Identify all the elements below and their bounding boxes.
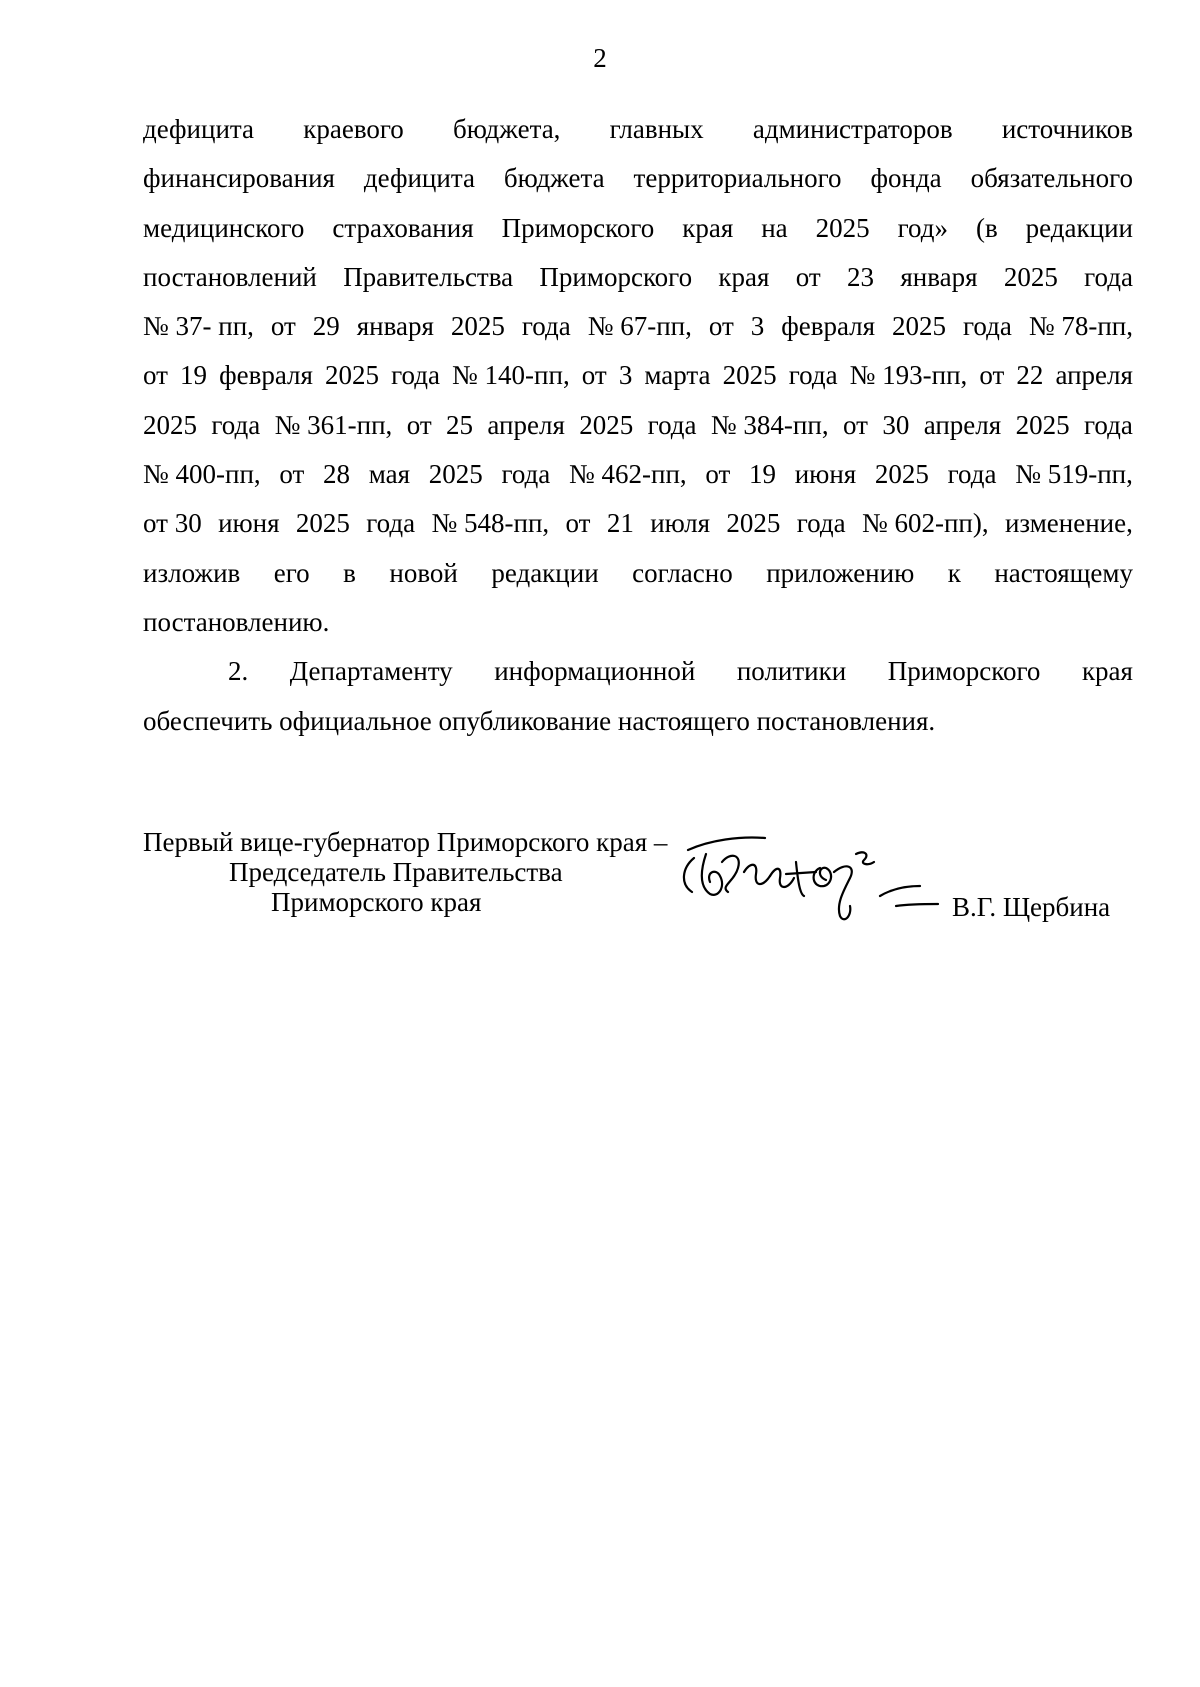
text-word: 3: [750, 311, 765, 342]
text-word: от: [708, 311, 734, 342]
text-word: от: [406, 409, 432, 440]
text-word: обязательного: [970, 163, 1133, 194]
text-word: края: [1081, 656, 1133, 687]
text-word: редакции: [491, 557, 599, 588]
text-word: года: [366, 508, 416, 539]
text-word: года: [1083, 409, 1133, 440]
text-word: года: [963, 311, 1012, 342]
text-word: 2025: [450, 311, 505, 342]
text-word: в: [343, 557, 356, 588]
text-word: года: [521, 311, 571, 342]
text-word: финансирования: [143, 163, 335, 194]
text-word: июня: [218, 508, 280, 539]
text-word: № 67-пп,: [587, 311, 692, 342]
text-word: источников: [1001, 114, 1133, 144]
text-word: Приморского: [539, 261, 693, 292]
text-word: года: [947, 459, 997, 490]
text-word: фонда: [870, 163, 942, 194]
text-word: администраторов: [752, 114, 953, 144]
text-word: края: [718, 261, 770, 292]
text-word: от: [143, 360, 168, 391]
text-line: [143, 401, 1133, 450]
text-line: [143, 598, 1133, 647]
text-word: от 30: [143, 508, 202, 539]
text-word: апреля: [1055, 360, 1133, 391]
text-word: № 78-пп,: [1028, 311, 1133, 342]
text-line: [143, 647, 1133, 696]
text-word: от: [795, 261, 821, 292]
text-word: политики: [736, 656, 847, 687]
text-word: № 400-пп,: [143, 459, 261, 490]
signatory-title-line-3: Приморского края: [271, 887, 482, 917]
text-word: Приморского: [887, 656, 1041, 687]
text-word: редакции: [1025, 212, 1133, 243]
text-word: апреля: [923, 409, 1002, 440]
text-word: июня: [794, 459, 857, 490]
text-line: [143, 351, 1133, 400]
text-word: 2025: [815, 212, 870, 243]
text-word: года: [647, 409, 697, 440]
text-word: информационной: [494, 656, 696, 687]
text-word: медицинского: [143, 212, 305, 243]
text-word: 19: [180, 360, 208, 391]
text-word: февраля: [219, 360, 313, 391]
document-body: [143, 105, 1133, 746]
text-word: постановлений: [143, 261, 317, 292]
text-word: дефицита: [363, 163, 475, 194]
page-number: 2: [593, 43, 607, 73]
text-word: к: [947, 557, 961, 588]
text-word: марта: [644, 360, 711, 391]
text-word: от: [581, 360, 607, 391]
text-word: краевого: [303, 114, 404, 144]
text-word: № 140-пп,: [452, 360, 570, 391]
text-word: № 193-пп,: [849, 360, 968, 391]
text-word: № 519-пп,: [1015, 459, 1133, 490]
text-word: 22: [1016, 360, 1044, 391]
text-word: года: [796, 508, 846, 539]
text-word: 2025: [325, 360, 380, 391]
text-word: № 361-пп,: [274, 409, 393, 440]
text-run: обеспечить официальное опубликование настоящего постановления.: [143, 705, 936, 736]
text-word: страхования: [332, 212, 474, 243]
text-word: бюджета,: [453, 114, 561, 144]
text-line: [143, 204, 1133, 253]
text-word: 2025: [143, 409, 197, 440]
text-word: года: [788, 360, 838, 391]
text-word: края: [682, 212, 734, 243]
text-word: 2025: [295, 508, 350, 539]
text-word: 3: [618, 360, 633, 391]
text-line: [143, 302, 1133, 351]
text-word: № 384-пп,: [710, 409, 829, 440]
text-word: года: [1084, 261, 1133, 292]
handwritten-signature: [670, 832, 970, 942]
text-word: 21: [606, 508, 634, 539]
text-word: изложив: [143, 557, 241, 588]
text-line: [143, 499, 1133, 548]
signatory-name: В.Г. Щербина: [952, 892, 1111, 922]
text-word: бюджета: [503, 163, 605, 194]
text-word: 28: [323, 459, 351, 490]
text-word: год»: [897, 212, 948, 243]
text-line: [143, 450, 1133, 499]
text-word: новой: [389, 557, 458, 588]
text-word: 2025: [579, 409, 634, 440]
text-word: на: [761, 212, 788, 243]
text-word: Правительства: [343, 261, 514, 292]
text-word: № 462-пп,: [569, 459, 687, 490]
text-word: года: [501, 459, 551, 490]
text-word: приложению: [766, 557, 915, 588]
text-word: дефицита: [143, 114, 255, 144]
text-word: № 602-пп),: [861, 508, 989, 539]
text-word: 2025: [874, 459, 929, 490]
text-word: территориального: [633, 163, 842, 194]
text-word: 19: [749, 459, 777, 490]
text-word: января: [356, 311, 434, 342]
text-word: от: [979, 360, 1005, 391]
text-word: от: [565, 508, 591, 539]
text-word: июля: [650, 508, 711, 539]
text-word: настоящему: [994, 557, 1133, 588]
signatory-title-block: [143, 827, 667, 917]
text-word: мая: [368, 459, 411, 490]
text-word: 2025: [726, 508, 781, 539]
text-word: февраля: [781, 311, 876, 342]
text-word: 2025: [1003, 261, 1058, 292]
text-word: 30: [882, 409, 910, 440]
text-word: согласно: [632, 557, 733, 588]
text-word: 25: [446, 409, 474, 440]
text-word: его: [273, 557, 310, 588]
text-line: [143, 105, 1133, 154]
text-word: 2025: [428, 459, 483, 490]
text-word: от: [842, 409, 868, 440]
text-word: апреля: [487, 409, 565, 440]
text-word: Приморского: [501, 212, 655, 243]
text-word: 2025: [722, 360, 777, 391]
text-word: от: [279, 459, 305, 490]
text-line: [143, 154, 1133, 203]
text-word: 2.: [228, 656, 249, 687]
text-word: от: [270, 311, 296, 342]
text-word: главных: [609, 114, 704, 144]
text-word: января: [900, 261, 978, 292]
text-line: [143, 697, 1133, 746]
text-word: Департаменту: [289, 656, 453, 687]
text-word: 23: [847, 261, 875, 292]
text-line: [143, 253, 1133, 302]
text-word: изменение,: [1004, 508, 1133, 539]
text-word: № 37- пп,: [143, 311, 254, 342]
text-word: 2025: [892, 311, 947, 342]
text-word: года: [211, 409, 261, 440]
text-word: от: [705, 459, 731, 490]
text-line: [143, 549, 1133, 598]
text-run: постановлению.: [143, 606, 330, 637]
text-word: 29: [312, 311, 340, 342]
text-word: № 548-пп,: [431, 508, 550, 539]
text-word: 2025: [1015, 409, 1070, 440]
signatory-title-line-2: Председатель Правительства: [229, 857, 563, 887]
signatory-title-line-1: Первый вице-губернатор Приморского края –: [143, 827, 668, 857]
text-word: года: [391, 360, 440, 391]
text-word: (в: [975, 212, 998, 243]
